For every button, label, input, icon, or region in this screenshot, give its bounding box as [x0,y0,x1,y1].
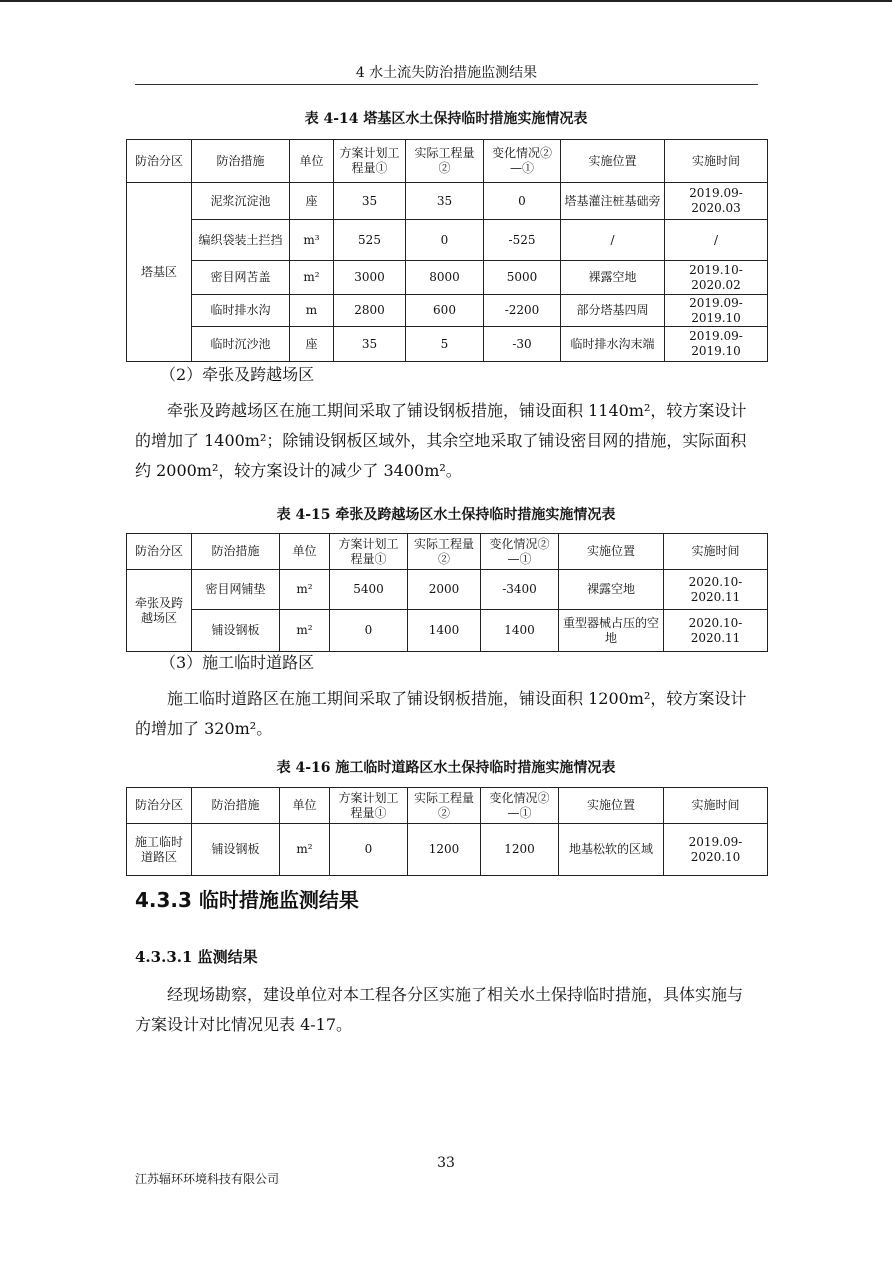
table-row [127,610,768,652]
table-cell: 2020.10-2020.11 [664,570,768,610]
top-border [0,0,892,2]
table-cell: m² [280,610,330,652]
section-paragraph: 经现场勘察，建设单位对本工程各分区实施了相关水土保持临时措施，具体实施与方案设计对比情况见表 4-17。 [135,985,744,1034]
header-cell: 方案计划工程量① [330,788,408,824]
table-4-14 [126,139,768,362]
header-cell: 变化情况②—① [484,140,561,183]
table-cell: 0 [406,220,484,261]
zone-cell: 塔基区 [127,183,192,362]
table-4-16 [126,787,768,876]
table-cell: 临时排水沟 [192,295,290,327]
table-cell: -2200 [484,295,561,327]
table-cell: 重型器械占压的空地 [559,610,664,652]
table-cell: 铺设钢板 [192,610,280,652]
table-cell: / [561,220,665,261]
header-cell: 防治措施 [192,788,280,824]
header-cell: 单位 [290,140,334,183]
table-cell: 1400 [408,610,481,652]
table-cell: 密目网苫盖 [192,261,290,295]
table-cell: 裸露空地 [561,261,665,295]
table-cell: 密目网铺垫 [192,570,280,610]
table-4-16-caption: 表 4-16 施工临时道路区水土保持临时措施实施情况表 [276,760,616,776]
page-number: 33 [437,1155,455,1171]
table-cell: 35 [406,183,484,220]
table-cell: 部分塔基四周 [561,295,665,327]
header-cell: 实施位置 [559,534,664,570]
header-cell: 防治措施 [192,140,290,183]
table-cell: 2020.10-2020.11 [664,610,768,652]
table-cell: 5400 [330,570,408,610]
table-cell: 1400 [481,610,559,652]
table-cell: -525 [484,220,561,261]
table-row [127,824,768,876]
header-cell: 防治分区 [127,534,192,570]
table-cell: 座 [290,327,334,362]
table-row [127,327,768,362]
sub-heading: 4.3.3.1 监测结果 [135,948,258,966]
table-header-row [127,140,768,183]
header-cell: 单位 [280,788,330,824]
table-cell: 裸露空地 [559,570,664,610]
table-cell: 0 [330,824,408,876]
table-row [127,570,768,610]
header-cell: 方案计划工程量① [330,534,408,570]
table-cell: 临时沉沙池 [192,327,290,362]
table-row [127,220,768,261]
header-cell: 实施位置 [559,788,664,824]
header-cell: 防治分区 [127,140,192,183]
table-cell: 35 [334,183,406,220]
table-row [127,261,768,295]
table-cell: 铺设钢板 [192,824,280,876]
subsection-3-paragraph: 施工临时道路区在施工期间采取了铺设钢板措施，铺设面积 1200m²，较方案设计的增加了 320m²。 [135,689,747,738]
table-cell: 临时排水沟末端 [561,327,665,362]
table-cell: 5 [406,327,484,362]
table-cell: / [665,220,768,261]
table-cell: 525 [334,220,406,261]
header-cell: 实际工程量② [408,534,481,570]
table-header-row [127,534,768,570]
table-cell: 2019.09-2019.10 [665,295,768,327]
footer-company: 江苏辐环环境科技有限公司 [135,1172,280,1186]
subsection-2-paragraph: 牵张及跨越场区在施工期间采取了铺设钢板措施，铺设面积 1140m²，较方案设计的增加了 1400m²；除铺设钢板区域外，其余空地采取了铺设密目网的措施，实际面积约 2000m²，较方案设计的减少了 3400m²。 [135,401,747,480]
table-cell: 8000 [406,261,484,295]
header-cell: 实施时间 [664,788,768,824]
table-cell: 5000 [484,261,561,295]
header-divider [135,84,758,85]
table-cell: 3000 [334,261,406,295]
header-cell: 防治分区 [127,788,192,824]
zone-cell: 施工临时道路区 [127,824,192,876]
table-cell: 2019.10-2020.02 [665,261,768,295]
table-cell: 600 [406,295,484,327]
subsection-3-title: （3）施工临时道路区 [160,653,315,672]
table-cell: 35 [334,327,406,362]
section-heading: 4.3.3 临时措施监测结果 [135,888,359,912]
table-cell: 2800 [334,295,406,327]
table-cell: 2000 [408,570,481,610]
table-cell: m² [290,261,334,295]
header-cell: 单位 [280,534,330,570]
header-cell: 实施时间 [665,140,768,183]
table-cell: -30 [484,327,561,362]
subsection-2-title: （2）牵张及跨越场区 [160,365,315,384]
table-row [127,295,768,327]
table-4-15-caption: 表 4-15 牵张及跨越场区水土保持临时措施实施情况表 [276,507,616,523]
header-cell: 实际工程量② [408,788,481,824]
table-row [127,183,768,220]
table-cell: 塔基灌注桩基础旁 [561,183,665,220]
table-cell: 2019.09-2020.10 [664,824,768,876]
table-header-row [127,788,768,824]
table-cell: 0 [484,183,561,220]
table-cell: m³ [290,220,334,261]
table-cell: 2019.09-2020.03 [665,183,768,220]
header-cell: 防治措施 [192,534,280,570]
table-cell: 0 [330,610,408,652]
table-4-15 [126,533,768,652]
table-cell: m² [280,570,330,610]
table-cell: 泥浆沉淀池 [192,183,290,220]
table-cell: -3400 [481,570,559,610]
table-4-14-caption: 表 4-14 塔基区水土保持临时措施实施情况表 [304,111,588,127]
header-cell: 实际工程量② [406,140,484,183]
header-cell: 实施时间 [664,534,768,570]
table-cell: 1200 [481,824,559,876]
header-cell: 实施位置 [561,140,665,183]
header-cell: 变化情况②—① [481,534,559,570]
header-cell: 方案计划工程量① [334,140,406,183]
table-cell: 2019.09-2019.10 [665,327,768,362]
table-cell: 地基松软的区域 [559,824,664,876]
table-cell: 编织袋装土拦挡 [192,220,290,261]
table-cell: 座 [290,183,334,220]
table-cell: 1200 [408,824,481,876]
zone-cell: 牵张及跨越场区 [127,570,192,652]
table-cell: m [290,295,334,327]
header-cell: 变化情况②—① [481,788,559,824]
table-cell: m² [280,824,330,876]
running-header: 4 水土流失防治措施监测结果 [355,65,538,81]
